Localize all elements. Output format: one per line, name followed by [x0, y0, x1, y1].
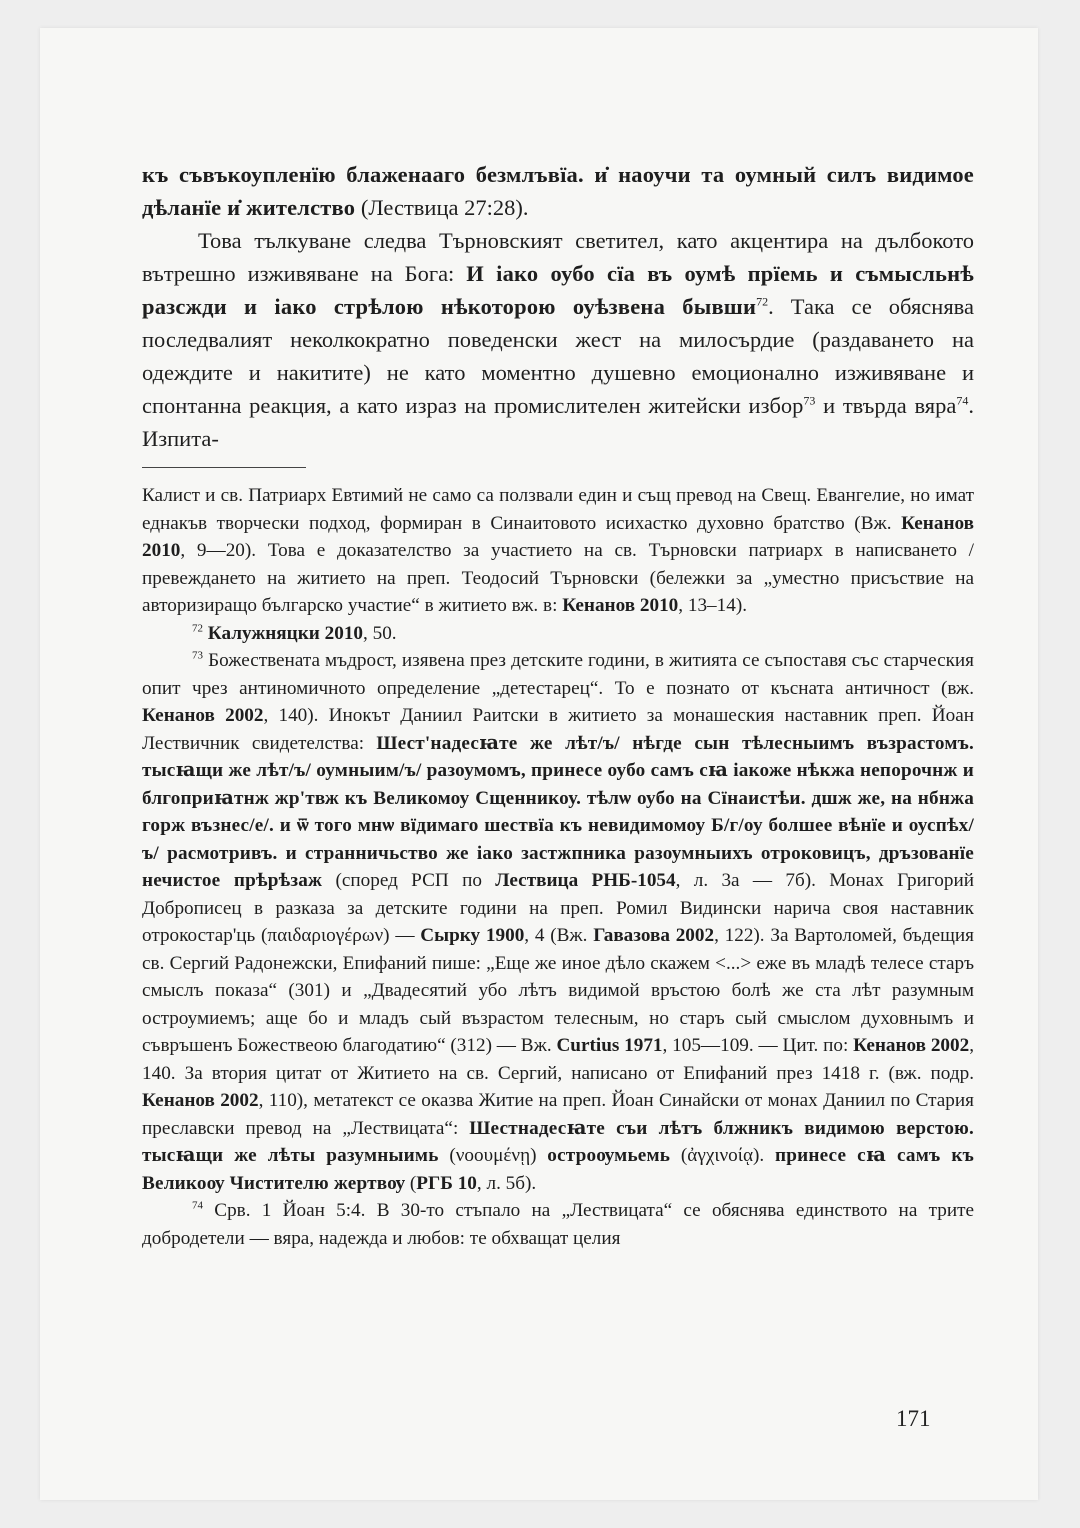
footnote-ref-74[interactable]: 74	[956, 393, 969, 408]
citation: (Лествица 27:28).	[355, 195, 529, 220]
church-slavonic-quote: принесе сꙗ самъ къ Великоѹ Чистителю жертвѹ	[142, 1145, 974, 1194]
page-content	[142, 158, 974, 1252]
footnote-72: $^{72}$ Калужняцки 2010, 50.	[192, 622, 397, 644]
bib-reference: Кенанов 2002	[142, 1090, 259, 1111]
bib-reference: РГБ 10	[416, 1172, 477, 1194]
bib-reference: Curtius 1971	[556, 1035, 663, 1056]
footnote-ref-73[interactable]: 73	[803, 393, 816, 408]
footnote-number: 74	[192, 1199, 203, 1212]
footnote-continuation: Калист и св. Патриарх Евтимий не само са ползвали един и същ превод на Свещ. Евангелие, но имат еднакъв творчески подход, формиран в Синаитовото исихастко духовно братство (Вж. Кенанов 2010, 9—20). Това е доказателство за участието на св. Търновски патриарх в написването / превеждането на житието на преп. Теодосий Търновски (бележки за „уместно присъствие на авторизиращо българско участие“ в житието вж. в: Кенанов 2010, 13–14).	[142, 485, 974, 616]
bib-reference: Калужняцки 2010	[207, 622, 364, 644]
book-page	[40, 28, 1038, 1500]
bib-reference: Сырку 1900	[420, 925, 525, 946]
bib-reference: Гавазова 2002	[593, 925, 715, 946]
footnote-divider	[142, 467, 306, 468]
church-slavonic-quote: къ съвъкоупленїю блаженааго безмлъвїа. и̇ наоучи та оумный силъ видимое дѣланїе и̇ жителство	[142, 162, 974, 220]
bib-reference: Лествица РНБ-1054	[495, 870, 676, 891]
footnotes	[142, 482, 974, 1252]
church-slavonic-quote: Шест'надесꙗте же лѣт/ъ/ нѣгде сын тѣлесныимъ възрастомъ. тысꙗщи же лѣт/ъ/ оумныим/ъ/ разоумомъ, принесе оубо самъ сꙗ іакоже нѣкжа непорочнж и блгоприꙗтнж жр'твж къ Великомоу Сщенникоу. тѣлѡ оубо на Сїнаистѣи. дшж же, на нбнжа горж възнес/е/. и ѿ того мнѡ вїдимаго шествїа къ невидимомоу Б/г/оу болшее вѣнїе и оуспѣх/ъ/ расмотривъ. и странничьство же іако застжпника разоумныихъ отроковицъ, дръзованїе нечистое прѣрѣзаж	[142, 732, 974, 891]
bib-reference: Кенанов 2002	[853, 1035, 970, 1056]
church-slavonic-quote: остроѹмьемь	[547, 1145, 671, 1166]
footnote-number: 73	[192, 649, 203, 662]
church-slavonic-quote: И іако оубо сїа въ оумѣ прїемь и съмысльнѣ разсжди и іако стрѣлою нѣкоторою оуѣзвена бывши	[142, 261, 974, 319]
page-number: 171	[896, 1406, 931, 1431]
footnote-73: $^{73}$ Божествената мъдрост, изявена през детските години, в житията се съпоставя със старческия опит чрез антиномичното определение „детестарец“. То е познато от късната античност (вж. Кенанов 2002, 140). Инокът Даниил Раитски в житието за монашеския наставник преп. Йоан Лествичник свидетелства: Шест'надесꙗте же лѣт/ъ/ нѣгде сын тѣлесныимъ възрастомъ. тысꙗщи же лѣт/ъ/ оумныим/ъ/ разоумомъ, принесе оубо самъ сꙗ іакоже нѣкжа непорочнж и блгоприꙗтнж жр'твж къ Великомоу Сщенникоу. тѣлѡ оубо на Сїнаистѣи. дшж же, на нбнжа горж възнес/е/. и ѿ того мнѡ вїдимаго шествїа къ невидимомоу Б/г/оу болшее вѣнїе и оуспѣх/ъ/ расмотривъ. и странничьство же іако застжпника разоумныихъ отроковицъ, дръзованїе нечистое прѣрѣзаж (според РСП по Лествица РНБ-1054, л. 3а — 7б). Монах Григорий Доброписец в разказа за детските години на преп. Ромил Видински нарича своя наставник отрокостар'ць (παιδαριογέρων) — Сырку 1900, 4 (Вж. Гавазова 2002, 122). За Вартоломей, бъдещия св. Сергий Радонежски, Епифаний пише: „Еще же иное дѣло скажем <...> еже въ младѣ телесе старъ смыслъ показа“ (301) и „Двадесятий убо лѣтъ видимой връстою болѣ же ста лѣт разумным остроумиемъ; аще бо и младъ сый възрастом телесным, но старъ сый смыслом духовнымъ и съвръшенъ Божествеою благодатию“ (312) — Вж. Curtius 1971, 105—109. — Цит. по: Кенанов 2002, 140. За втория цитат от Житието на св. Сергий, написано от Епифаний през 1418 г. (вж. подр. Кенанов 2002, 110), метатекст се оказва Житие на преп. Йоан Синайски от монах Даниил по Стария преславски превод на „Лествицата“: Шестнадесꙗте съи лѣтъ блжникъ видимою верстою. тысꙗщи же лѣты разумныимь (νοουμένῃ) остроѹмьемь (ἀγχινοίᾳ). принесе сꙗ самъ къ Великоѹ Чистителю жертвѹ (РГБ 10, л. 5б).	[142, 649, 975, 1194]
main-paragraph-1	[142, 158, 974, 224]
main-paragraph-2: Това тълкуване следва Търновският светител, като акцентира на дълбокото вътрешно изживяване на Бога: И іако оубо сїа въ оумѣ прїемь и съмысльнѣ разсжди и іако стрѣлою нѣкоторою оуѣзвена бывши$^{72}$. Така се обяснява последвалият неколкократно поведенски жест на милосърдие (раздаването на одеждите и накитите) не като моментно душевно емоционално изживяване и спонтанна реакция, а като израз на промислителен житейски избор$^{73}$ и твърда вяра$^{74}$. Изпита-	[142, 228, 974, 451]
church-slavonic-quote: Шестнадесꙗте съи лѣтъ блжникъ видимою верстою. тысꙗщи же лѣты разумныимь	[142, 1117, 974, 1166]
bib-reference: Кенанов 2002	[142, 705, 264, 726]
bib-reference: Кенанов 2010	[562, 595, 679, 616]
footnote-number: 72	[192, 622, 203, 635]
footnote-ref-72[interactable]: 72	[756, 294, 769, 309]
footnote-74: $^{74}$ Срв. 1 Йоан 5:4. В 30-то стъпало на „Лествицата“ се обяснява единството на трите добродетели — вяра, надежда и любов: те обхващат целия	[142, 1199, 974, 1249]
bib-reference: Кенанов 2010	[142, 512, 974, 561]
